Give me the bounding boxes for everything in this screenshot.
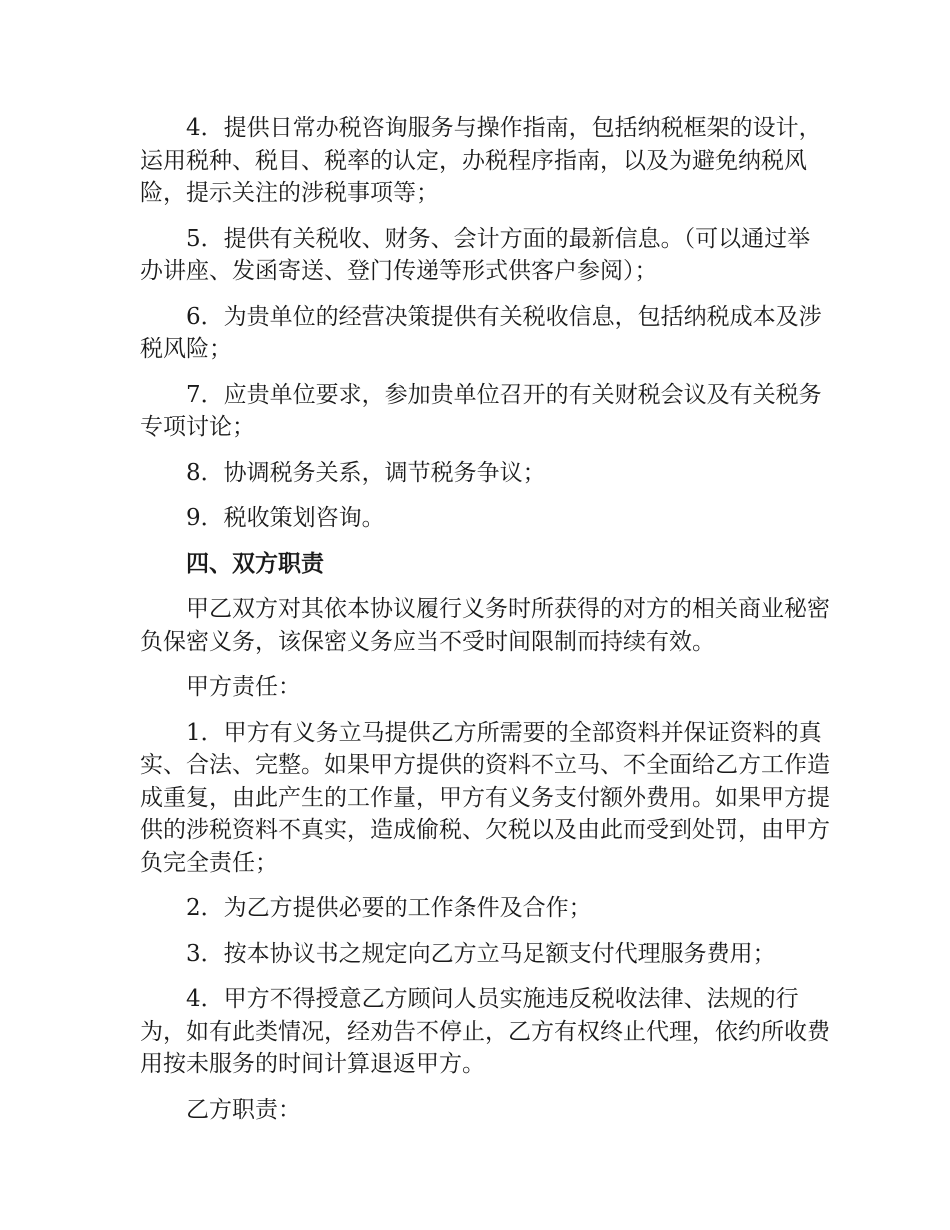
service-item-4: 4．提供日常办税咨询服务与操作指南，包括纳税框架的设计，运用税种、税目、税率的认定，办税程序指南，以及为避免纳税风险，提示关注的涉税事项等； — [140, 115, 822, 206]
party-a-item-3: 3．按本协议书之规定向乙方立马足额支付代理服务费用； — [186, 940, 776, 967]
party-a-item-4: 4．甲方不得授意乙方顾问人员实施违反税收法律、法规的行为，如有此类情况，经劝告不停止，乙方有权终止代理，依约所收费用按未服务的时间计算退返甲方。 — [140, 986, 830, 1077]
service-item-5: 5．提供有关税收、财务、会计方面的最新信息。（可以通过举办讲座、发函寄送、登门传递等形式供客户参阅）； — [140, 225, 811, 284]
section-heading: 四、双方职责 — [186, 550, 324, 577]
service-item-8: 8．协调税务关系，调节税务争议； — [186, 459, 546, 486]
party-a-item-2: 2．为乙方提供必要的工作条件及合作； — [186, 895, 592, 921]
party-a-title: 甲方责任： — [186, 674, 301, 700]
service-item-7: 7．应贵单位要求，参加贵单位召开的有关财税会议及有关税务专项讨论； — [140, 381, 822, 440]
party-b-title: 乙方职责： — [186, 1096, 301, 1123]
confidentiality-paragraph: 甲乙双方对其依本协议履行义务时所获得的对方的相关商业秘密负保密义务，该保密义务应当不受时间限制而持续有效。 — [140, 596, 830, 655]
service-item-9: 9．税收策划咨询。 — [186, 505, 385, 531]
service-item-6: 6．为贵单位的经营决策提供有关税收信息，包括纳税成本及涉税风险； — [140, 303, 822, 362]
document-body — [140, 112, 830, 1139]
party-a-item-1: 1．甲方有义务立马提供乙方所需要的全部资料并保证资料的真实、合法、完整。如果甲方提供的资料不立马、不全面给乙方工作造成重复，由此产生的工作量，甲方有义务支付额外费用。如果甲方提供的涉税资料不真实，造成偷税、欠税以及由此而受到处罚，由甲方负完全责任； — [140, 719, 830, 876]
